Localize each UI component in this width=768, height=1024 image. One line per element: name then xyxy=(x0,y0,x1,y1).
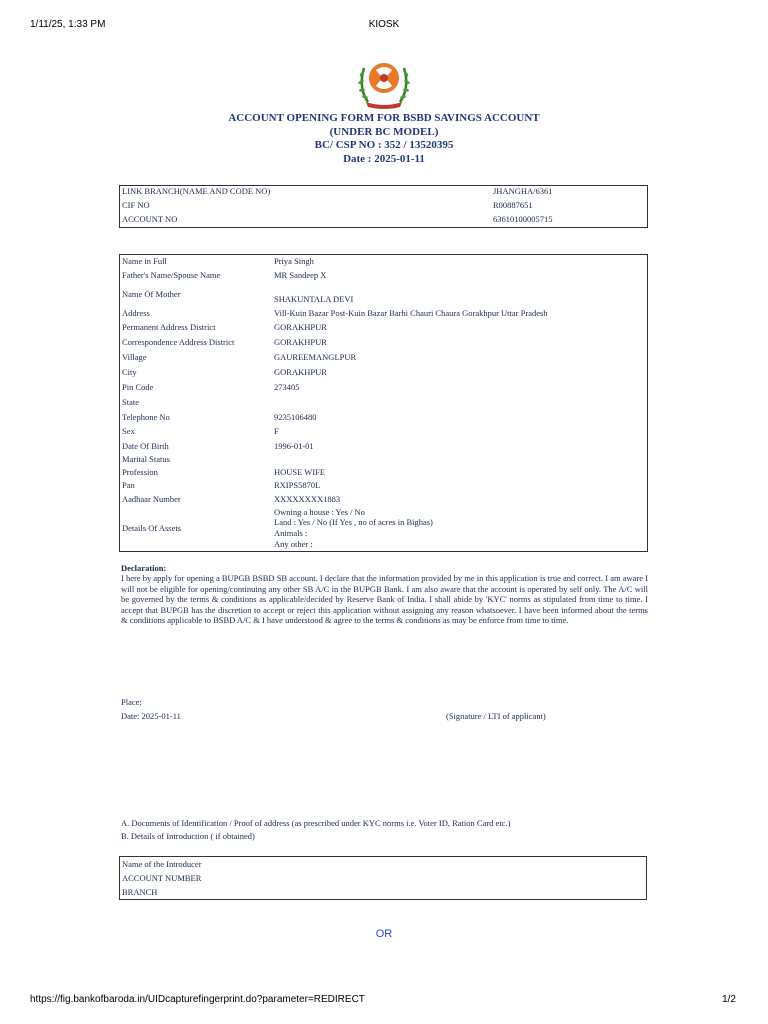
detail-value: GORAKHPUR xyxy=(274,322,327,332)
asset-line: Any other : xyxy=(274,539,313,549)
or-text: OR xyxy=(375,928,393,940)
detail-label: Address xyxy=(122,308,150,318)
kyc-note: A. Documents of Identification / Proof of address (as prescribed under KYC norms i.e. Voter ID, Ration Card etc.) xyxy=(121,818,511,828)
detail-value: HOUSE WIFE xyxy=(274,467,326,477)
account-value: 63610100005715 xyxy=(493,214,553,224)
signoff-date: Date: 2025-01-11 xyxy=(121,711,181,721)
detail-value: GORAKHPUR xyxy=(274,337,327,347)
detail-label: City xyxy=(122,367,137,377)
detail-label: Date Of Birth xyxy=(122,441,169,451)
detail-label: Details Of Assets xyxy=(122,523,182,533)
asset-line: Owning a house : Yes / No xyxy=(274,507,365,517)
applicant-details-box xyxy=(119,254,648,552)
bank-logo-icon xyxy=(354,50,414,112)
introducer-label: BRANCH xyxy=(122,887,158,897)
introduction-note: B. Details of Introduction ( if obtained) xyxy=(121,831,255,841)
form-title-block xyxy=(0,112,768,166)
detail-label: Profession xyxy=(122,467,158,477)
detail-value: 273405 xyxy=(274,382,300,392)
form-date: Date : 2025-01-11 xyxy=(343,152,425,165)
detail-value: RXIPS5870L xyxy=(274,480,321,490)
detail-value: 1996-01-01 xyxy=(274,441,314,451)
account-label: LINK BRANCH(NAME AND CODE NO) xyxy=(122,186,271,196)
detail-label: Telephone No xyxy=(122,412,170,422)
detail-value: SHAKUNTALA DEVI xyxy=(274,294,354,304)
detail-value: F xyxy=(274,426,279,436)
detail-value: GAUREEMANGLPUR xyxy=(274,352,357,362)
detail-value: Vill-Kuin Bazar Post-Kuin Bazar Barhi Chauri Chaura Gorakhpur Uttar Pradesh xyxy=(274,308,548,318)
account-value: JHANGHA/6361 xyxy=(493,186,553,196)
detail-label: Permanent Address District xyxy=(122,322,216,332)
introducer-box xyxy=(119,856,647,900)
detail-value: GORAKHPUR xyxy=(274,367,327,377)
form-title: ACCOUNT OPENING FORM FOR BSBD SAVINGS ACCOUNT xyxy=(228,112,540,124)
detail-value: MR Sandeep X xyxy=(274,270,327,280)
detail-label: Father's Name/Spouse Name xyxy=(122,270,221,280)
detail-value: XXXXXXXX1883 xyxy=(274,494,341,504)
csp-number: BC/ CSP NO : 352 / 13520395 xyxy=(314,139,454,151)
page-url: https://fig.bankofbaroda.in/UIDcapturefingerprint.do?parameter=REDIRECT xyxy=(30,994,365,1005)
account-value: R00887651 xyxy=(493,200,533,210)
page-number: 1/2 xyxy=(722,994,736,1005)
account-box xyxy=(119,185,648,228)
detail-value: Priya Singh xyxy=(274,256,314,266)
detail-label: Village xyxy=(122,352,147,362)
introducer-label: ACCOUNT NUMBER xyxy=(122,873,202,883)
detail-label: State xyxy=(122,397,139,407)
detail-label: Sex xyxy=(122,426,135,436)
form-subtitle: (UNDER BC MODEL) xyxy=(329,125,439,138)
signature-label: (Signature / LTI of applicant) xyxy=(446,711,546,721)
declaration xyxy=(121,563,648,625)
detail-label: Pan xyxy=(122,480,135,490)
account-label: CIF NO xyxy=(122,200,150,210)
detail-value: 9235106480 xyxy=(274,412,317,422)
print-title: KIOSK xyxy=(368,19,400,30)
asset-line: Land : Yes / No (If Yes , no of acres in Bighas) xyxy=(274,517,433,527)
detail-label: Pin Code xyxy=(122,382,154,392)
detail-label: Marital Status xyxy=(122,454,170,464)
detail-label: Name in Full xyxy=(122,256,167,266)
account-label: ACCOUNT NO xyxy=(122,214,178,224)
print-datetime: 1/11/25, 1:33 PM xyxy=(30,19,106,30)
declaration-text: I here by apply for opening a BUPGB BSBD SB account. I declare that the information provided by me in this application is true and correct. I am aware I will not be eligible for opening/continuing any other SB A/C in the BUPGB Bank. I am also aware that the account is operated by self only. The A/C will be governed by the terms & conditions as applicable/decided by Reserve Bank of India. I shall abide by 'KYC' norms as stipulated from time to time. I accept that BUPGB has the discretion to accept or reject this application without assigning any reason whatsoever. I have been informed about the terms & conditions applicable to BSBD A/C & I have understood & agree to the terms & conditions as may be enforce from time to time. xyxy=(121,573,648,626)
place-label: Place: xyxy=(121,697,142,707)
detail-label: Correspondence Address District xyxy=(122,337,235,347)
detail-label: Name Of Mother xyxy=(122,289,181,299)
declaration-heading: Declaration: xyxy=(121,563,167,573)
introducer-label: Name of the Introducer xyxy=(122,859,202,869)
asset-line: Animals : xyxy=(274,528,308,538)
detail-label: Aadhaar Number xyxy=(122,494,181,504)
